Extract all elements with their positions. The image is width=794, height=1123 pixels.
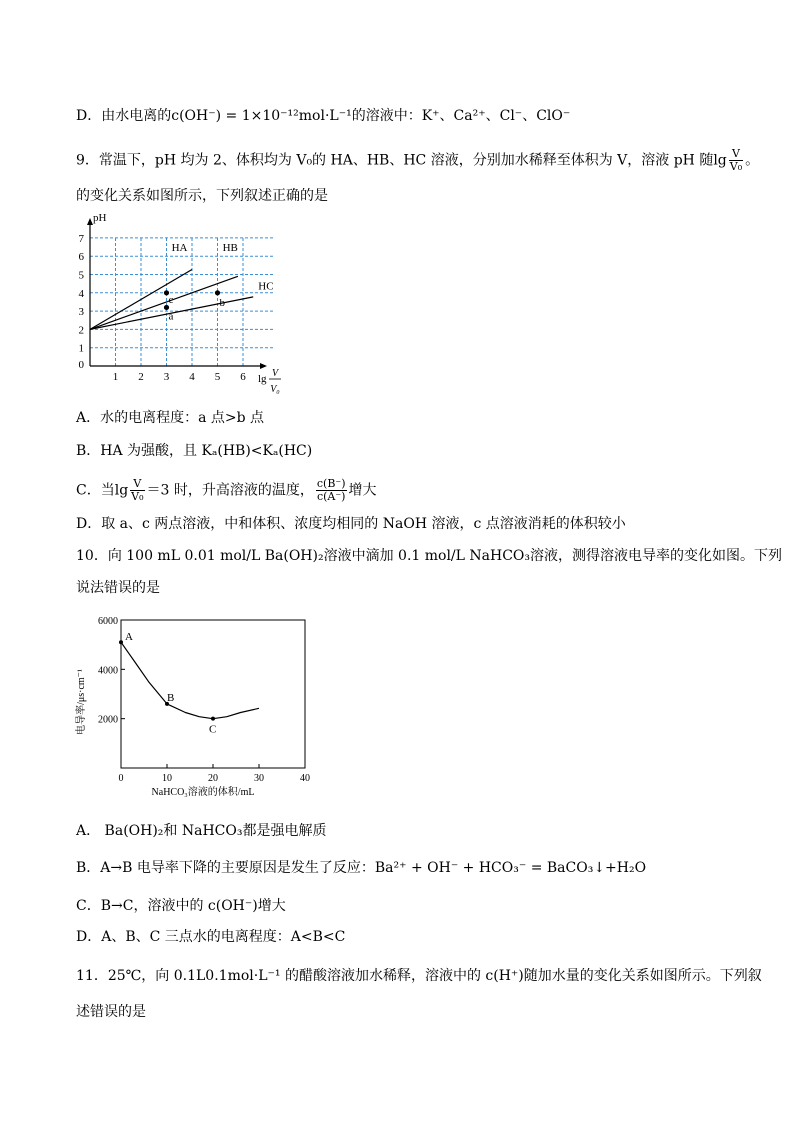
q9-option-c-fraction (130, 478, 144, 503)
x-tick-label: 6 (240, 371, 246, 383)
point-b (215, 290, 220, 295)
q8-option-d-tail: 的溶液中：K⁺、Ca²⁺、Cl⁻、ClO⁻ (351, 108, 571, 124)
y-tick-label: 2000 (98, 714, 118, 726)
point-label-c: c (168, 293, 174, 306)
q9-option-c-post: 增大 (348, 482, 377, 499)
point-a (164, 305, 169, 310)
q9-option-c-den: V₀ (131, 490, 144, 503)
point-label-a: a (168, 310, 174, 323)
q8-option-d-label: D．由水电离的 (76, 108, 172, 124)
q9-stem-line2: 的变化关系如图所示，下列叙述正确的是 (76, 188, 328, 204)
q9-stem-frac-num: V (729, 148, 743, 161)
x-tick-label: 20 (208, 773, 218, 784)
point-label-C: C (209, 723, 217, 736)
x-axis-lg: lg (258, 373, 267, 385)
q9-stem-line1 (76, 148, 759, 173)
y-axis-title: 电导率/μs·cm⁻¹ (76, 669, 87, 735)
q9-option-c-ratio-den: c(A⁻) (316, 490, 346, 503)
x-tick-label: 3 (163, 371, 170, 383)
series-label-hc: HC (258, 280, 274, 293)
q9-option-c-mid: ＝3 时，升高溶液的温度， (146, 482, 314, 499)
x-axis-arrow (260, 363, 267, 369)
q10-option-b-equation: Ba²⁺ + OH⁻ + HCO₃⁻ = BaCO₃↓+H₂O (374, 860, 647, 876)
y-tick-label: 7 (78, 232, 84, 245)
conductivity-curve (121, 642, 259, 719)
q9-option-c-ratio-num: c(B⁻) (316, 477, 346, 490)
y-tick-label: 5 (78, 269, 84, 282)
y-tick-label: 4 (78, 287, 84, 300)
q10-option-d: D．A、B、C 三点水的电离程度：A<B<C (76, 929, 346, 945)
x-axis-frac-num: V (271, 368, 279, 379)
q10-option-a: A． Ba(OH)₂和 NaHCO₃都是强电解质 (76, 823, 327, 839)
q9-stem-text: 9．常温下，pH 均为 2、体积均为 V₀的 HA、HB、HC 溶液，分别加水稀释至体积为 V，溶液 pH 随 (76, 152, 714, 169)
y-tick-label: 3 (78, 306, 84, 319)
x-tick-label: 0 (118, 773, 124, 784)
q9-option-c-lg: lg (114, 482, 129, 499)
point-A (119, 640, 123, 644)
point-C (211, 717, 215, 721)
q11-stem-line2: 述错误的是 (76, 1004, 146, 1020)
q9-option-d: D．取 a、c 两点溶液，中和体积、浓度均相同的 NaOH 溶液，c 点溶液消耗的体积较小 (76, 516, 626, 532)
conductivity-chart (70, 608, 320, 803)
q9-option-b: B．HA 为强酸，且 Kₐ(HB)<Kₐ(HC) (76, 443, 313, 459)
x-tick-label: 40 (300, 773, 310, 784)
x-tick-label: 1 (112, 371, 119, 383)
x-tick-label: 30 (254, 773, 264, 784)
q9-option-c-ratio (316, 478, 347, 503)
q8-option-d-formula: c(OH⁻) = 1×10⁻¹²mol·L⁻¹ (171, 108, 352, 124)
point-label-b: b (219, 296, 225, 309)
point-label-B: B (167, 691, 175, 704)
x-tick-label: 4 (189, 371, 195, 383)
q8-option-d (76, 106, 570, 126)
x-tick-label: 10 (162, 773, 172, 784)
q9-stem-end: 。 (745, 152, 760, 169)
plot-frame (121, 620, 305, 768)
x-tick-label: 2 (138, 371, 144, 383)
q9-option-a: A．水的电离程度：a 点>b 点 (76, 410, 265, 426)
series-label-ha: HA (171, 242, 188, 255)
y-tick-label: 4000 (98, 665, 118, 677)
q11-stem-line1: 11．25℃，向 0.1L0.1mol·L⁻¹ 的醋酸溶液加水稀释，溶液中的 c(H⁺)随加水量的变化关系如图所示。下列叙 (76, 968, 762, 984)
y-tick-label: 0 (78, 359, 84, 371)
q10-option-b (76, 858, 646, 878)
y-tick-label: 2 (78, 324, 84, 337)
q9-stem-frac-den: V₀ (729, 160, 743, 173)
q10-stem-line2: 说法错误的是 (76, 580, 160, 596)
ph-dilution-chart (70, 210, 290, 405)
q9-option-c (76, 478, 377, 503)
q9-option-c-pre: C．当 (76, 482, 115, 499)
q10-stem-line1: 10．向 100 mL 0.01 mol/L Ba(OH)₂溶液中滴加 0.1 mol/L NaHCO₃溶液，测得溶液电导率的变化如图。下列 (76, 548, 783, 564)
series-label-hb: HB (222, 242, 238, 255)
q9-stem-fraction (729, 148, 743, 173)
y-axis-title: pH (93, 212, 107, 224)
y-tick-label: 6000 (98, 616, 118, 627)
q9-stem-lg: lg (713, 152, 727, 169)
y-tick-label: 6 (78, 251, 84, 264)
x-axis-frac-den: V₀ (270, 384, 280, 395)
x-tick-label: 5 (214, 371, 221, 383)
series-line-hb (90, 276, 238, 329)
q10-option-b-pre: B．A→B 电导率下降的主要原因是发生了反应： (76, 860, 375, 876)
y-tick-label: 1 (78, 342, 84, 355)
x-axis-title: NaHCO₃溶液的体积/mL (151, 787, 255, 798)
q10-option-c: C．B→C，溶液中的 c(OH⁻)增大 (76, 898, 286, 914)
q9-option-c-num: V (130, 478, 144, 491)
point-label-A: A (125, 631, 133, 644)
